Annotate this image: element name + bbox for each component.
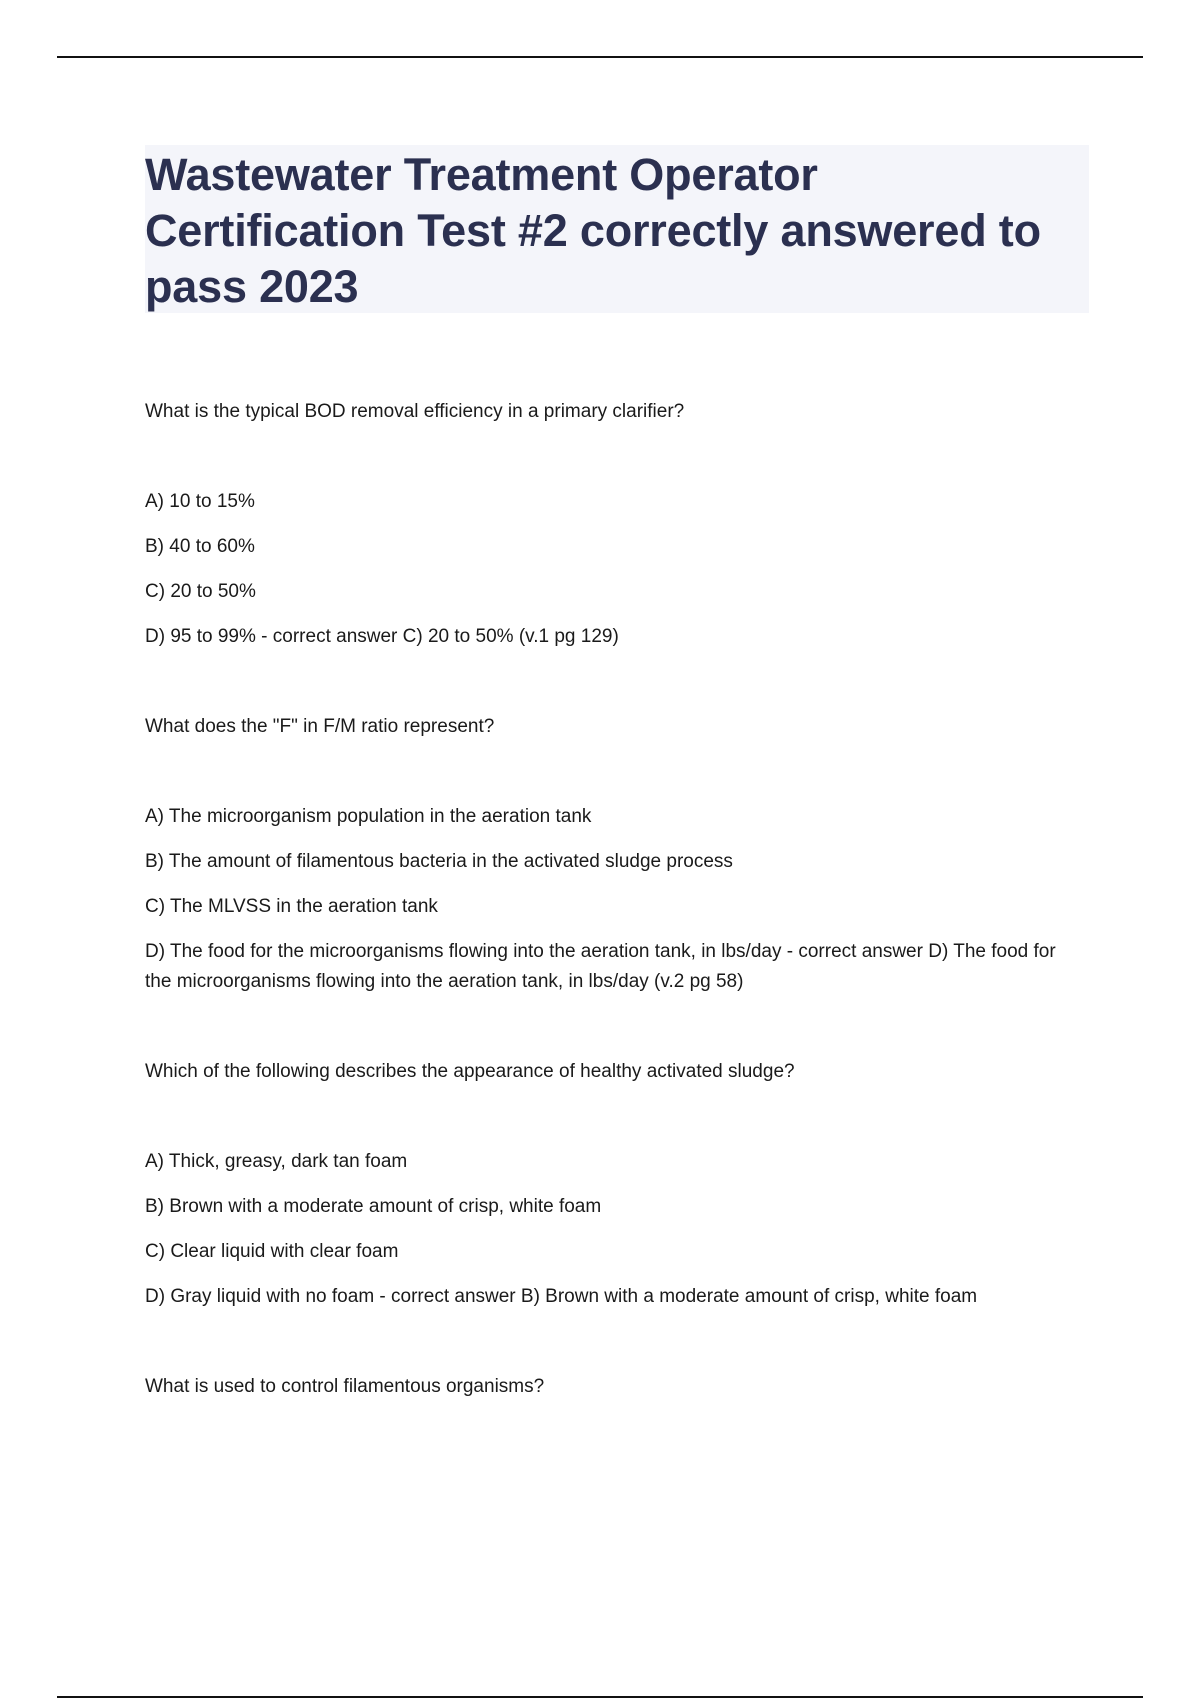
answer-options xyxy=(145,802,1075,997)
answer-options xyxy=(145,487,1075,652)
answer-option: D) 95 to 99% - correct answer C) 20 to 50% (v.1 pg 129) xyxy=(145,626,619,647)
question-text: What is used to control filamentous organisms? xyxy=(145,1376,545,1397)
answer-option: D) The food for the microorganisms flowing into the aeration tank, in lbs/day - correct answer D) The food for the microorganisms flowing into the aeration tank, in lbs/day (v.2 pg 58) xyxy=(145,941,1056,992)
answer-option: D) Gray liquid with no foam - correct answer B) Brown with a moderate amount of crisp, white foam xyxy=(145,1286,978,1307)
question-block xyxy=(145,712,1075,997)
document-title: Wastewater Treatment Operator Certification Test #2 correctly answered to pass 2023 xyxy=(145,149,1041,312)
header-rule xyxy=(57,56,1143,58)
question-text: What is the typical BOD removal efficiency in a primary clarifier? xyxy=(145,401,685,422)
answer-options xyxy=(145,1147,1075,1312)
question-block xyxy=(145,1057,1075,1312)
answer-option: C) 20 to 50% xyxy=(145,581,256,602)
question-block xyxy=(145,397,1075,652)
footer-rule xyxy=(57,1696,1143,1698)
answer-option: C) The MLVSS in the aeration tank xyxy=(145,896,438,917)
answer-option: B) Brown with a moderate amount of crisp, white foam xyxy=(145,1196,602,1217)
question-block xyxy=(145,1372,1075,1402)
answer-option: A) The microorganism population in the aeration tank xyxy=(145,806,592,827)
answer-option: A) 10 to 15% xyxy=(145,491,255,512)
question-text: What does the "F" in F/M ratio represent? xyxy=(145,716,495,737)
answer-option: B) The amount of filamentous bacteria in the activated sludge process xyxy=(145,851,733,872)
answer-option: A) Thick, greasy, dark tan foam xyxy=(145,1151,408,1172)
question-text: Which of the following describes the appearance of healthy activated sludge? xyxy=(145,1061,795,1082)
title-banner xyxy=(145,145,1089,313)
answer-option: B) 40 to 60% xyxy=(145,536,255,557)
answer-option: C) Clear liquid with clear foam xyxy=(145,1241,399,1262)
question-list xyxy=(145,397,1075,1402)
